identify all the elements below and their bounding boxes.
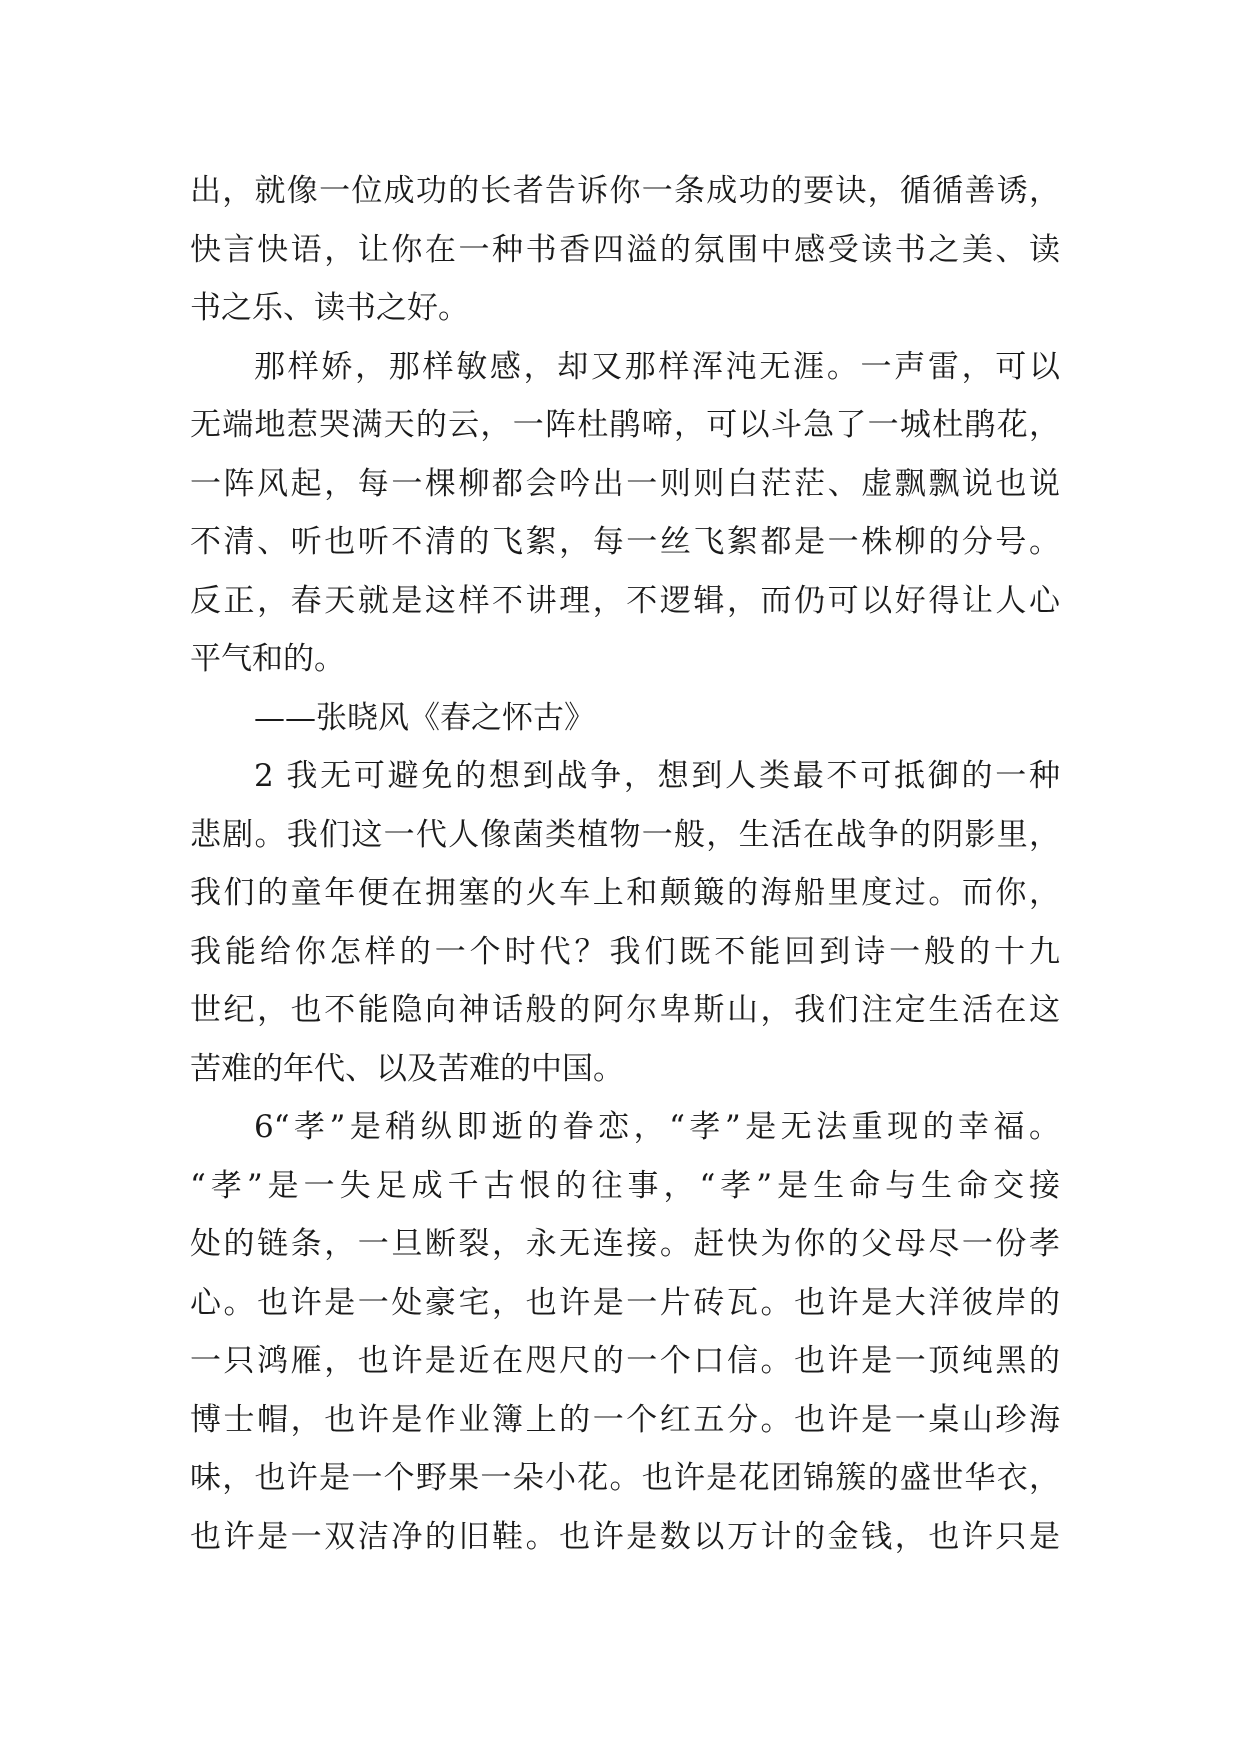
text-line: 也许是一双洁净的旧鞋。也许是数以万计的金钱，也许只是: [190, 1518, 1060, 1555]
attribution-line: ——张晓风《春之怀古》: [254, 699, 595, 736]
text-line: 平气和的。: [190, 641, 345, 677]
text-line: 2 我无可避免的想到战争，想到人类最不可抵御的一种: [254, 758, 1060, 794]
text-line: 反正，春天就是这样不讲理，不逻辑，而仍可以好得让人心: [190, 582, 1060, 619]
text-line: 快言快语，让你在一种书香四溢的氛围中感受读书之美、读: [190, 231, 1060, 268]
text-line: 无端地惹哭满天的云，一阵杜鹃啼，可以斗急了一城杜鹃花，: [190, 407, 1060, 443]
text-line: 书之乐、读书之好。: [190, 290, 469, 326]
text-line: 博士帽，也许是作业簿上的一个红五分。也许是一桌山珍海: [190, 1401, 1060, 1438]
text-line: 我能给你怎样的一个时代？我们既不能回到诗一般的十九: [190, 933, 1060, 970]
text-line: 苦难的年代、以及苦难的中国。: [190, 1050, 624, 1087]
text-line: 世纪，也不能隐向神话般的阿尔卑斯山，我们注定生活在这: [190, 992, 1060, 1028]
text-line: 我们的童年便在拥塞的火车上和颠簸的海船里度过。而你，: [190, 875, 1060, 911]
text-line: 出，就像一位成功的长者告诉你一条成功的要诀，循循善诱，: [190, 173, 1060, 209]
text-line: 那样娇，那样敏感，却又那样浑沌无涯。一声雷，可以: [254, 348, 1060, 385]
text-line: 不清、听也听不清的飞絮，每一丝飞絮都是一株柳的分号。: [190, 524, 1060, 560]
text-line: “孝”是一失足成千古恨的往事，“孝”是生命与生命交接: [190, 1167, 1060, 1204]
text-line: 味，也许是一个野果一朵小花。也许是花团锦簇的盛世华衣，: [190, 1460, 1060, 1496]
document-page: [190, 162, 1060, 1566]
text-line: 悲剧。我们这一代人像菌类植物一般，生活在战争的阴影里，: [190, 816, 1060, 853]
text-line: 心。也许是一处豪宅，也许是一片砖瓦。也许是大洋彼岸的: [190, 1284, 1060, 1321]
text-line: 处的链条，一旦断裂，永无连接。赶快为你的父母尽一份孝: [190, 1226, 1060, 1262]
text-line: 6“孝”是稍纵即逝的眷恋，“孝”是无法重现的幸福。: [254, 1109, 1060, 1145]
text-line: 一只鸿雁，也许是近在咫尺的一个口信。也许是一顶纯黑的: [190, 1343, 1060, 1379]
text-line: 一阵风起，每一棵柳都会吟出一则则白茫茫、虚飘飘说也说: [190, 465, 1060, 502]
